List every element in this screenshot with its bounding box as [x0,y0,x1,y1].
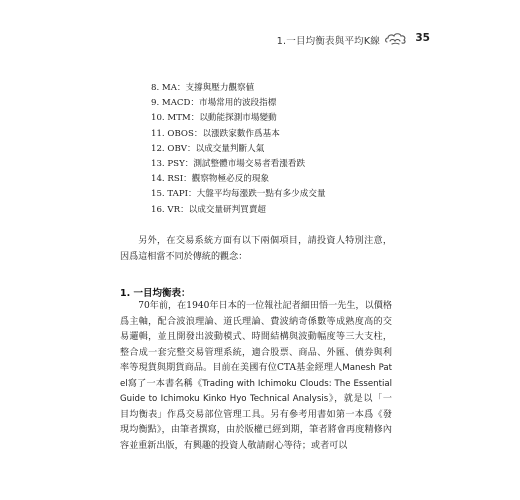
author-name: Manesh Patel [120,363,392,389]
list-item: 9. MACD：市場常用的波段指標 [151,98,277,109]
page-number: 35 [415,32,430,44]
list-item: 11. OBOS：以漲跌家數作爲基本 [151,128,280,139]
list-item: 10. MTM：以動能探測市場變動 [151,113,277,124]
book-title: Trading with Ichimoku Clouds: The Essential Guide to Ichimoku Kinko Hyo Technical Analysis [120,378,392,404]
list-item: 15. TAPI：大盤平均每漲跌一點有多少成交量 [151,189,326,200]
section-body [120,299,392,454]
section-body-text: 70年前，在1940年日本的一位報社記者細田悟一先生，以價格爲主軸，配合波浪理論、道氏理論、費波納奇係數等成熟度高的交易邏輯，並且開發出波動模式、時間結構與波動幅度等三大支柱，整合成一套完整交易管理系統，適合股票、商品、外匯、債券與利率等現貨與期貨商品。目前在美國有位CTA基金經理人 [120,301,392,373]
section-heading: 1. 一目均衡表： [120,288,191,299]
section-body-text: 寫了一本書名稱《 [127,378,203,389]
running-header [0,30,520,50]
section-body-text: 》，就是以「一目均衡表」作爲交易部位管理工具。另有參考用書如第一本爲《發現均衡點》，由筆者撰寫，由於版權已經到期，筆者將會再度精修內容並重新出版，有興趣的投資人敬請耐心等待；或者可以 [120,394,392,451]
chapter-title: 1.一目均衡表與平均K線 [276,36,380,47]
list-item: 13. PSY：測試整體市場交易者看漲看跌 [151,158,306,169]
intro-paragraph: 另外，在交易系統方面有以下兩個項目，請投資人特別注意，因爲這相當不同於傳統的觀念： [120,236,392,262]
indicator-list [151,81,326,218]
list-item: 12. OBV：以成交量判斷人氣 [151,143,265,154]
list-item: 16. VR：以成交量研判買賣超 [151,204,267,215]
list-item: 14. RSI：觀察物極必反的現象 [151,174,270,185]
list-item: 8. MA：支撐與壓力觀察値 [151,83,255,93]
cloud-icon [384,31,408,47]
